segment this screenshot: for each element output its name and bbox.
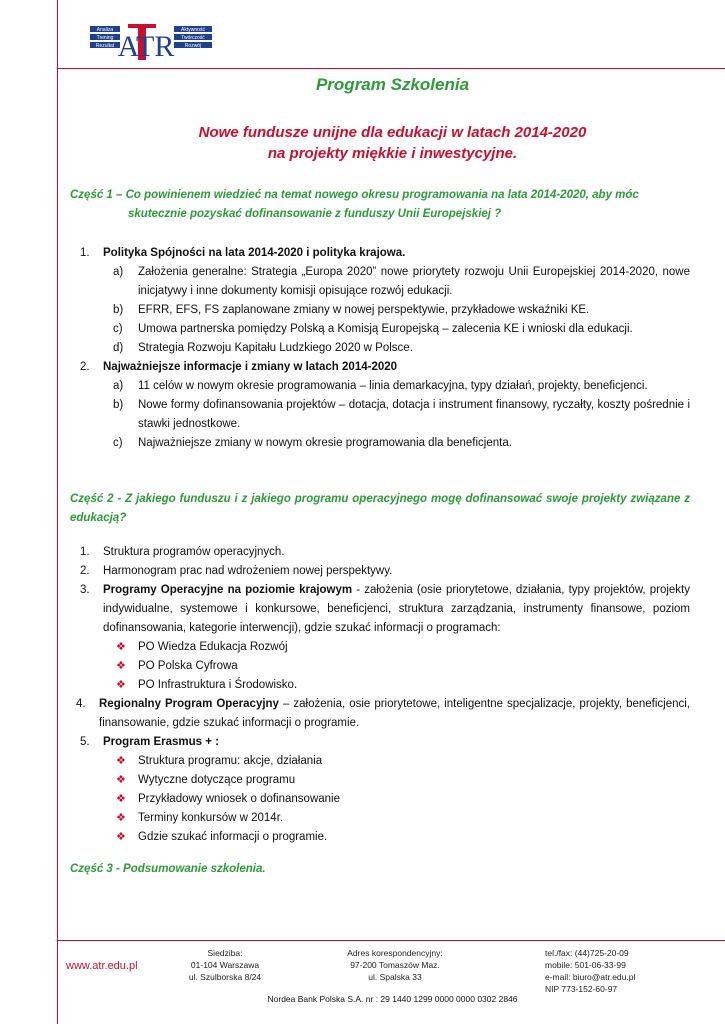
svg-text:Analiza: Analiza	[96, 27, 114, 33]
list-item: b) Nowe formy dofinansowania projektów – dotacja, dotacja i instrument finansowy, ryczałty, koszty pośrednie i stawki jednostkowe.	[113, 399, 690, 430]
svg-text:Rezultat: Rezultat	[95, 43, 115, 49]
list-item: d) Strategia Rozwoju Kapitału Ludzkiego 2020 w Polsce.	[113, 342, 413, 354]
atr-logo	[82, 22, 242, 62]
list-item: a) 11 celów w nowym okresie programowania – linia demarkacyjna, typy działań, projekty, beneficjenci.	[113, 380, 648, 392]
list-item: ❖ Przykładowy wniosek o dofinansowanie	[116, 790, 690, 809]
part-3-heading: Część 3 - Podsumowanie szkolenia.	[70, 863, 266, 875]
diamond-bullet-icon: ❖	[116, 812, 126, 824]
diamond-bullet-icon: ❖	[116, 660, 126, 672]
footer-bank-account: Nordea Bank Polska S.A. nr : 29 1440 1299 0000 0000 0302 2846	[267, 994, 518, 1004]
list-item: c) Umowa partnerska pomiędzy Polską a Komisją Europejską – zalecenia KE i wnioski dla edukacji.	[113, 323, 633, 335]
list-item: ❖ Wytyczne dotyczące programu	[116, 771, 690, 790]
part-1-heading: Część 1 – Co powinienem wiedzieć na temat nowego okresu programowania na lata 2014-2020, aby móc skutecznie pozyskać dofinansowanie z funduszy Unii Europejskiej ?	[70, 189, 639, 220]
list-item: ❖ PO Infrastruktura i Środowisko.	[116, 676, 690, 695]
footer-seat: Siedziba: 01-104 Warszawa ul. Szulborska 8/24	[188, 948, 262, 982]
list-item: 4. Regionalny Program Operacyjny – założenia, osie priorytetowe, inteligentne specjalizacje, projekty, beneficjenci, finansowanie, gdzie szukać informacji o programie.	[76, 698, 690, 729]
part-2-heading: Część 2 - Z jakiego funduszu i z jakiego programu operacyjnego mogę dofinansować swoje projekty związane z edukacją?	[70, 493, 690, 524]
footer-correspondence: Adres korespondencyjny: 97-200 Tomaszów Maz. ul. Spalska 33	[347, 948, 443, 982]
diamond-bullet-icon: ❖	[116, 679, 126, 691]
list-item: ❖ PO Wiedza Edukacja Rozwój	[116, 638, 690, 657]
diamond-bullet-icon: ❖	[116, 831, 126, 843]
section-1	[80, 244, 690, 453]
diamond-bullet-icon: ❖	[116, 641, 126, 653]
svg-text:Aktywność: Aktywność	[181, 27, 205, 33]
diamond-bullet-icon: ❖	[116, 774, 126, 786]
list-item: 5. Program Erasmus + :	[80, 736, 220, 748]
website-link[interactable]: www.atr.edu.pl	[66, 960, 138, 972]
list-item: ❖ Struktura programu: akcje, działania	[116, 752, 690, 771]
section-2	[76, 543, 690, 847]
list-item: 3. Programy Operacyjne na poziomie krajowym - założenia (osie priorytetowe, działania, typy projektów, projekty indywidualne, systemowe i konkursowe, beneficjenci, struktura zarządzania, instrumenty finansowe, poziom dofinansowania, kategorie interwencji), gdzie szukać informacji o programach:	[80, 584, 690, 634]
list-item: a) Założenia generalne: Strategia „Europa 2020” nowe priorytety rozwoju Unii Europejskiej 2014-2020, nowe inicjatywy i inne dokumenty komisji opisujące rozwój edukacji.	[113, 266, 690, 297]
list-item: b) EFRR, EFS, FS zaplanowane zmiany w nowej perspektywie, przykładowe wskaźniki KE.	[113, 304, 590, 316]
list-item: 2. Harmonogram prac nad wdrożeniem nowej perspektywy.	[80, 565, 393, 577]
list-item: 1. Struktura programów operacyjnych.	[80, 546, 285, 558]
list-item: 1. Polityka Spójności na lata 2014-2020 i polityka krajowa.	[80, 247, 406, 259]
svg-text:Rozwój: Rozwój	[184, 43, 202, 49]
list-item: 2. Najważniejsze informacje i zmiany w latach 2014-2020	[80, 361, 398, 373]
diamond-bullet-icon: ❖	[116, 793, 126, 805]
svg-text:Twórczość: Twórczość	[181, 35, 205, 41]
list-item: c) Najważniejsze zmiany w nowym okresie programowania dla beneficjenta.	[113, 437, 512, 449]
list-item: ❖ Terminy konkursów w 2014r.	[116, 809, 690, 828]
subtitle: Nowe fundusze unijne dla edukacji w latach 2014-2020 na projekty miękkie i inwestycyjne.	[198, 124, 587, 162]
footer-divider	[57, 940, 725, 941]
svg-text:Trening: Trening	[96, 35, 114, 41]
list-item: ❖ Gdzie szukać informacji o programie.	[116, 828, 690, 847]
page-title: Program Szkolenia	[315, 75, 470, 94]
diamond-bullet-icon: ❖	[116, 755, 126, 767]
header-divider	[57, 68, 725, 69]
svg-text:ATR: ATR	[117, 30, 175, 62]
footer-contact: tel./fax: (44)725-20-09 mobile: 501-06-33-99 e-mail: biuro@atr.edu.pl NIP 773-152-60-97	[545, 948, 636, 994]
list-item: ❖ PO Polska Cyfrowa	[116, 657, 690, 676]
